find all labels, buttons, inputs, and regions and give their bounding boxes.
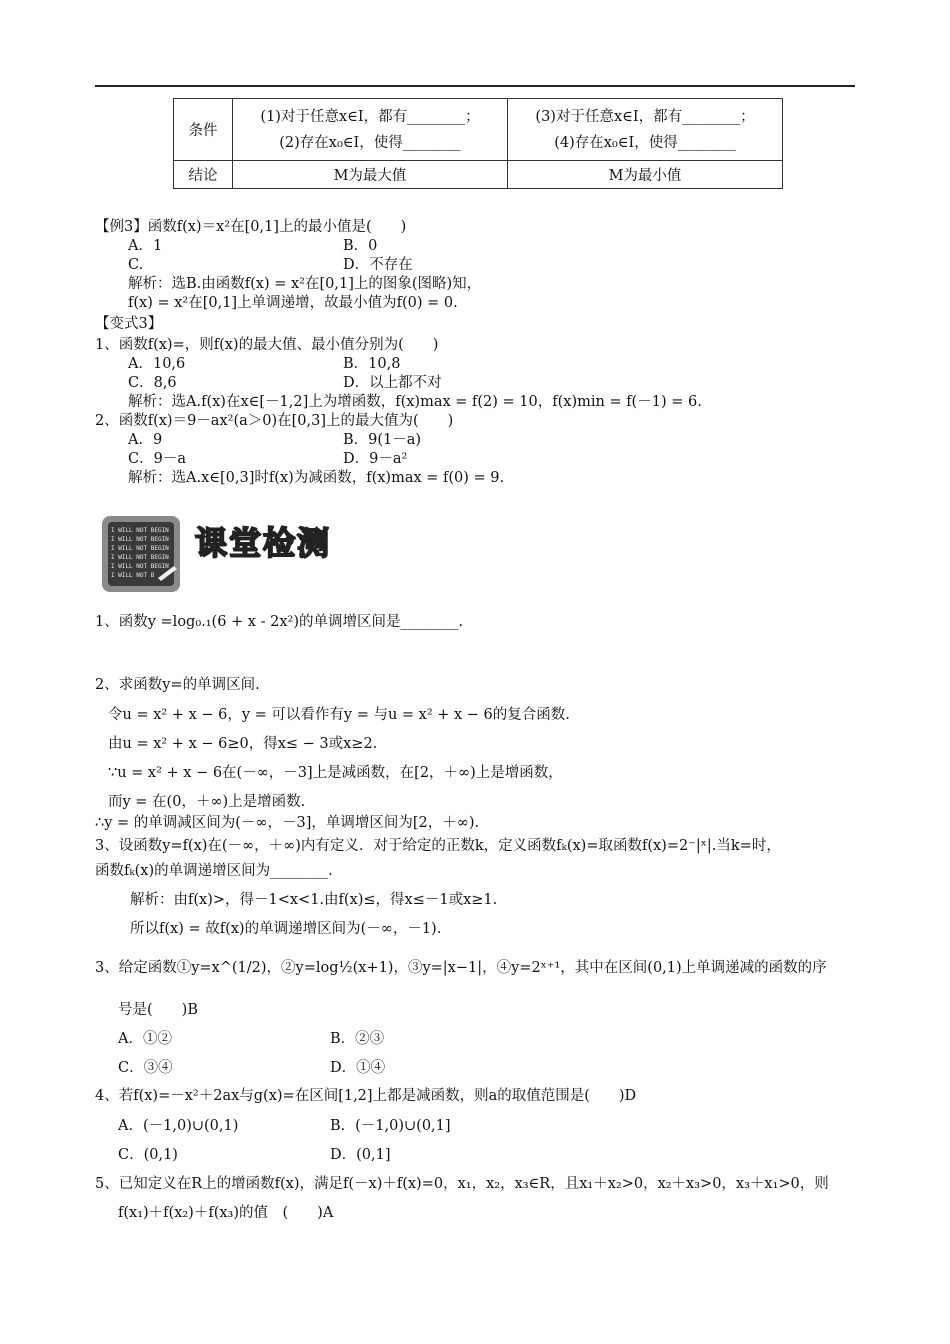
test-3-line-2: 函数fₖ(x)的单调递增区间为________. — [95, 863, 333, 879]
test-4-option-d: D．(0,1] — [330, 1147, 391, 1163]
test-3x-option-b: B．②③ — [330, 1031, 385, 1047]
variant3-q1: 1、函数f(x)=，则f(x)的最大值、最小值分别为( ) — [95, 337, 439, 353]
test-3x-line-2: 号是( )B — [118, 1002, 198, 1018]
variant3-q1-solution: 解析：选A.f(x)在x∈[－1,2]上为增函数，f(x)max = f(2) = 10，f(x)min = f(－1) = 6. — [128, 394, 702, 410]
table-cell-max-conclusion: M为最大值 — [233, 161, 508, 189]
test-3x: 3、给定函数①y=x^(1/2)，②y=log½(x+1)，③y=|x−1|，④y=2ˣ⁺¹，其中在区间(0,1)上单调递减的函数的序 — [95, 960, 827, 976]
example3-title: 【例3】函数f(x)＝x²在[0,1]上的最小值是( ) — [95, 219, 407, 235]
test-3: 3、设函数y=f(x)在(－∞，＋∞)内有定义．对于给定的正数k，定义函数fₖ(x)=取函数f(x)=2⁻|ˣ|.当k=时， — [95, 838, 781, 854]
example3-option-b: B．0 — [343, 238, 378, 254]
table-cell-max-condition: (1)对于任意x∈I，都有________； (2)存在x₀∈I，使得________ — [233, 99, 508, 161]
header-rule — [95, 85, 855, 87]
example3-option-c: C. — [128, 257, 144, 273]
test-4: 4、若f(x)=－x²＋2ax与g(x)=在区间[1,2]上都是减函数，则a的取值范围是( )D — [95, 1088, 637, 1104]
test-2-step-5: ∴y = 的单调减区间为(－∞，－3]，单调增区间为[2，＋∞). — [95, 815, 480, 831]
condition-table — [173, 98, 783, 189]
example3-option-d: D．不存在 — [343, 257, 413, 273]
table-label-condition: 条件 — [174, 99, 233, 161]
board-line: I WILL NOT BEGIN — [111, 545, 169, 552]
chalkboard-icon — [100, 512, 184, 596]
test-4-option-b: B．(－1,0)∪(0,1] — [330, 1118, 451, 1134]
board-line: I WILL NOT B — [111, 572, 155, 579]
board-line: I WILL NOT BEGIN — [111, 536, 169, 543]
example3-option-a: A．1 — [128, 238, 163, 254]
variant3-q2-option-b: B．9(1－a) — [343, 432, 422, 448]
variant3-q1-option-b: B．10,8 — [343, 356, 401, 372]
variant3-q2: 2、函数f(x)＝9－ax²(a＞0)在[0,3]上的最大值为( ) — [95, 413, 454, 429]
board-line: I WILL NOT BEGIN — [111, 554, 169, 561]
variant3-q1-option-d: D．以上都不对 — [343, 375, 442, 391]
board-line: I WILL NOT BEGIN — [111, 527, 169, 534]
variant3-q2-solution: 解析：选A.x∈[0,3]时f(x)为减函数，f(x)max = f(0) = 9. — [128, 470, 505, 486]
test-1: 1、函数y =log₀.₁(6 + x - 2x²)的单调增区间是________. — [95, 614, 464, 630]
test-2-step-3: ∵u = x² + x − 6在(－∞，－3]上是减函数，在[2，＋∞)上是增函数， — [108, 765, 563, 781]
variant3-q2-option-a: A．9 — [128, 432, 163, 448]
test-3-solution-2: 所以f(x) = 故f(x)的单调递增区间为(－∞，－1). — [130, 921, 442, 937]
test-4-option-a: A．(－1,0)∪(0,1) — [118, 1118, 239, 1134]
section-title: 课堂检测 — [195, 524, 332, 562]
variant3-title: 【变式3】 — [95, 316, 163, 332]
test-3x-option-d: D．①④ — [330, 1060, 386, 1076]
example3-solution-1: 解析：选B.由函数f(x) = x²在[0,1]上的图象(图略)知， — [128, 276, 482, 292]
table-cell-min-condition: (3)对于任意x∈I，都有________； (4)存在x₀∈I，使得________ — [508, 99, 783, 161]
test-3-solution-1: 解析：由f(x)>，得－1<x<1.由f(x)≤，得x≤－1或x≥1. — [130, 892, 498, 908]
test-2-step-2: 由u = x² + x − 6≥0，得x≤ − 3或x≥2. — [108, 736, 378, 752]
test-3x-option-a: A．①② — [118, 1031, 172, 1047]
table-label-conclusion: 结论 — [174, 161, 233, 189]
board-line: I WILL NOT BEGIN — [111, 563, 169, 570]
variant3-q1-option-c: C．8,6 — [128, 375, 177, 391]
test-5: 5、已知定义在R上的增函数f(x)，满足f(－x)＋f(x)=0，x₁，x₂，x₃∈R，且x₁＋x₂>0，x₂＋x₃>0，x₃＋x₁>0，则 — [95, 1176, 829, 1192]
table-cell-min-conclusion: M为最小值 — [508, 161, 783, 189]
variant3-q2-option-c: C．9－a — [128, 451, 186, 467]
test-3x-option-c: C．③④ — [118, 1060, 173, 1076]
test-5-line-2: f(x₁)＋f(x₂)＋f(x₃)的值 ( )A — [118, 1205, 334, 1221]
test-2-step-4: 而y = 在(0，＋∞)上是增函数. — [108, 794, 306, 810]
test-2: 2、求函数y=的单调区间. — [95, 677, 260, 693]
variant3-q2-option-d: D．9－a² — [343, 451, 408, 467]
test-2-step-1: 令u = x² + x − 6，y = 可以看作有y = 与u = x² + x − 6的复合函数. — [108, 707, 570, 723]
example3-solution-2: f(x) = x²在[0,1]上单调递增，故最小值为f(0) = 0. — [128, 295, 458, 311]
test-4-option-c: C．(0,1) — [118, 1147, 178, 1163]
variant3-q1-option-a: A．10,6 — [128, 356, 186, 372]
